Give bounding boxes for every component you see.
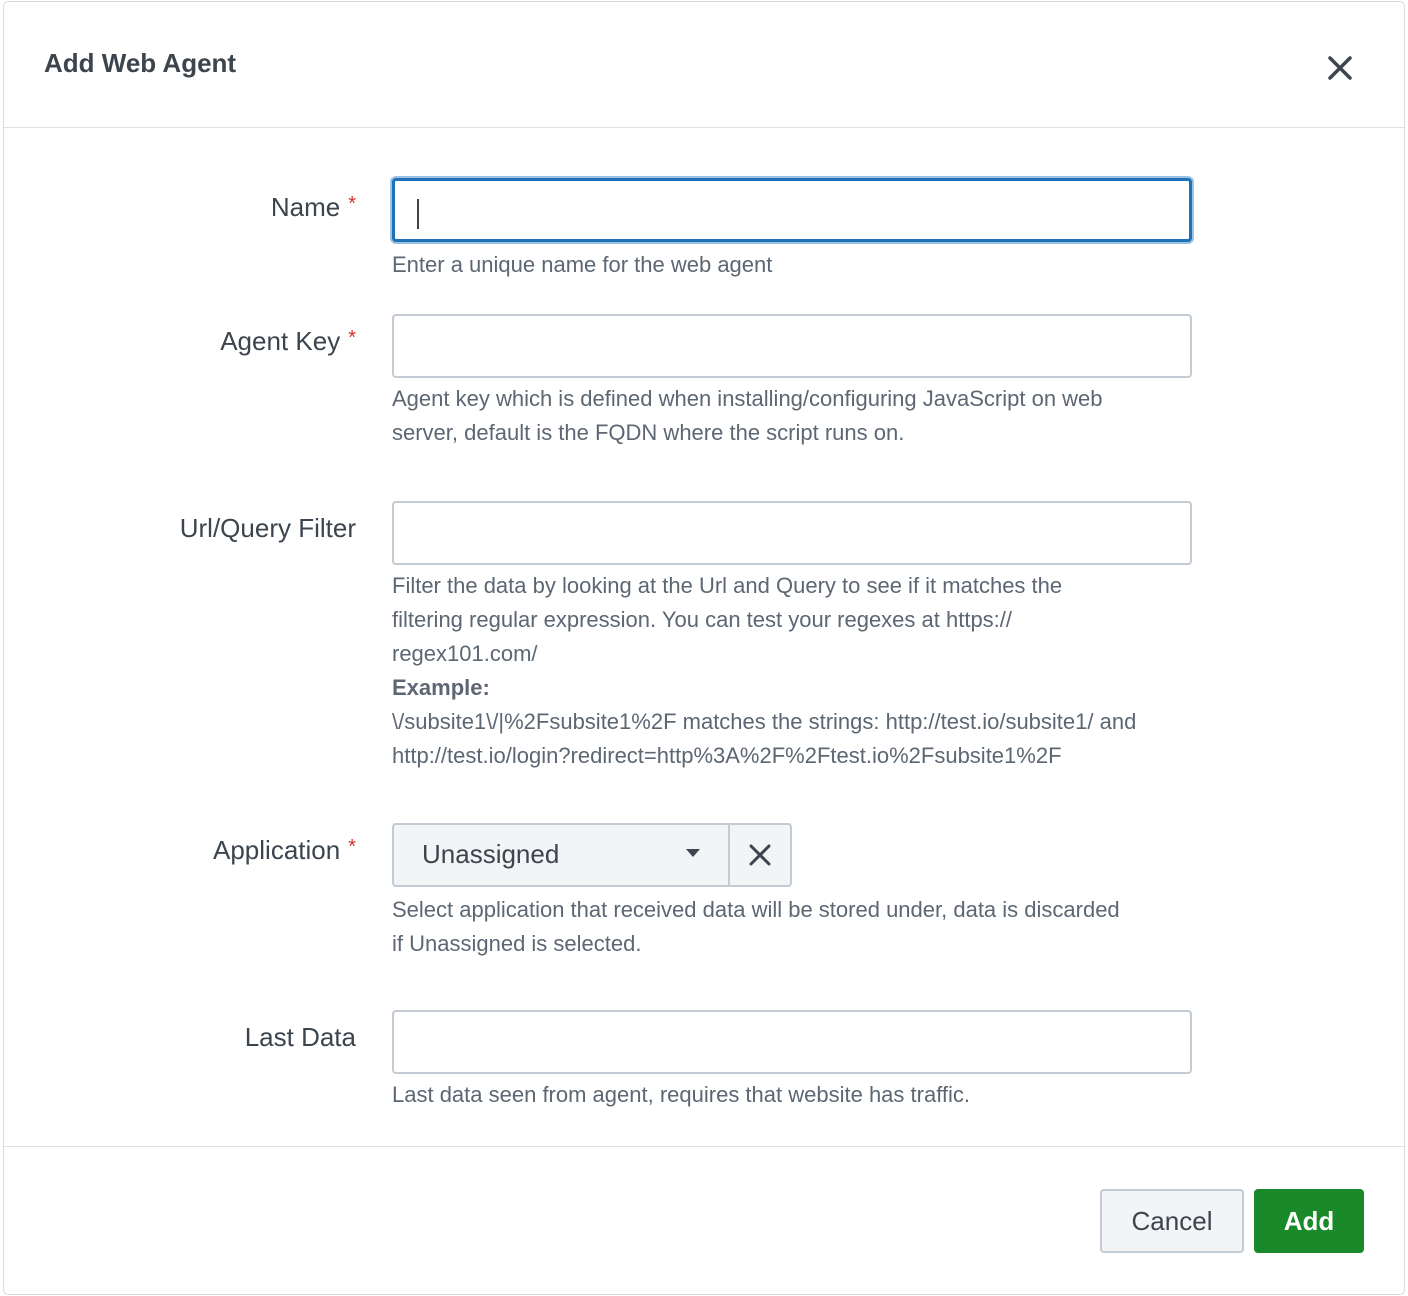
required-mark: *	[348, 193, 356, 215]
agent-key-label: Agent Key *	[220, 326, 356, 356]
cancel-button[interactable]: Cancel	[1100, 1189, 1244, 1253]
example-label: Example:	[392, 675, 490, 700]
add-button[interactable]: Add	[1254, 1189, 1364, 1253]
clear-application-button[interactable]	[730, 825, 790, 885]
application-select	[392, 823, 792, 887]
text-caret	[417, 199, 419, 229]
url-filter-help: Filter the data by looking at the Url and Query to see if it matches the filtering regular expression. You can test your regexes at https:// regex101.com/ Example: \/subsite1\/|%2Fsubsite1%2F matches the strings: http://test.io/subsite1/ and http://test.io/login?redirect=http%3A%2F%2Ftest.io%2Fsubsite1%2F	[392, 569, 1192, 773]
application-dropdown[interactable]	[394, 825, 730, 885]
clear-icon	[746, 841, 774, 869]
dialog-title: Add Web Agent	[44, 48, 237, 78]
application-label: Application *	[213, 835, 356, 865]
name-input[interactable]	[392, 178, 1192, 242]
agent-key-input[interactable]	[392, 314, 1192, 378]
application-help: Select application that received data will be stored under, data is discarded if Unassigned is selected.	[392, 897, 1120, 956]
last-data-help: Last data seen from agent, requires that website has traffic.	[392, 1082, 971, 1107]
application-selected-value: Unassigned	[422, 839, 560, 869]
url-filter-label: Url/Query Filter	[179, 513, 356, 543]
example-line-1: \/subsite1\/|%2Fsubsite1%2F matches the strings: http://test.io/subsite1/ and	[392, 709, 1137, 734]
required-mark: *	[348, 836, 356, 858]
name-label: Name *	[270, 192, 356, 222]
example-line-2: http://test.io/login?redirect=http%3A%2F%2Ftest.io%2Fsubsite1%2F	[392, 743, 1062, 768]
last-data-input[interactable]	[392, 1010, 1192, 1074]
agent-key-help: Agent key which is defined when installing/configuring JavaScript on web server, default is the FQDN where the script runs on.	[392, 386, 1103, 445]
last-data-label: Last Data	[244, 1022, 356, 1052]
close-icon	[1320, 48, 1360, 88]
url-filter-input[interactable]	[392, 501, 1192, 565]
caret-down-icon	[686, 849, 700, 857]
required-mark: *	[348, 327, 356, 349]
close-button[interactable]	[1320, 48, 1360, 88]
name-help: Enter a unique name for the web agent	[392, 252, 773, 277]
dialog-header	[4, 2, 1404, 128]
dialog-footer	[4, 1146, 1404, 1294]
add-web-agent-dialog	[4, 2, 1404, 1294]
